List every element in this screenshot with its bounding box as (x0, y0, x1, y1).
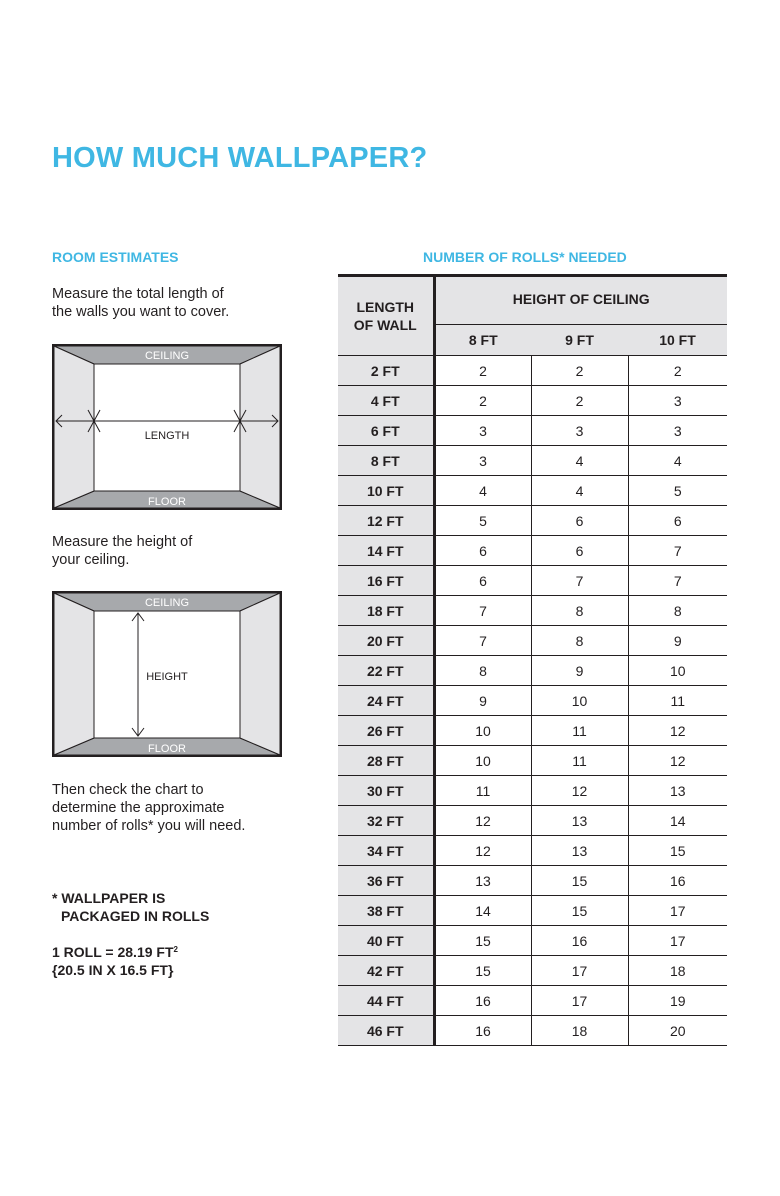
wall-length-cell: 42 FT (338, 956, 434, 986)
rolls-cell: 12 (434, 806, 531, 836)
step2-text (52, 533, 312, 569)
rolls-cell: 15 (531, 866, 628, 896)
rolls-cell: 6 (434, 566, 531, 596)
wall-length-cell: 44 FT (338, 986, 434, 1016)
table-row (338, 356, 727, 386)
wall-length-cell: 14 FT (338, 536, 434, 566)
table-row (338, 686, 727, 716)
rolls-cell: 4 (628, 446, 727, 476)
diagram2-height-label: HEIGHT (146, 671, 188, 683)
rolls-cell: 11 (434, 776, 531, 806)
table-row (338, 626, 727, 656)
rolls-cell: 7 (531, 566, 628, 596)
rolls-cell: 16 (531, 926, 628, 956)
wall-length-cell: 20 FT (338, 626, 434, 656)
length-diagram (52, 344, 282, 510)
page-title: HOW MUCH WALLPAPER? (52, 142, 428, 174)
squared-superscript: 2 (173, 945, 178, 954)
rolls-cell: 4 (531, 476, 628, 506)
rolls-cell: 13 (531, 836, 628, 866)
table-row (338, 776, 727, 806)
note-line2: PACKAGED IN ROLLS (61, 908, 210, 924)
height-diagram (52, 591, 282, 757)
wall-length-cell: 36 FT (338, 866, 434, 896)
wall-length-cell: 32 FT (338, 806, 434, 836)
table-row (338, 716, 727, 746)
wall-length-cell: 2 FT (338, 356, 434, 386)
step1-text (52, 285, 312, 321)
rolls-cell: 7 (628, 566, 727, 596)
rolls-cell: 6 (628, 506, 727, 536)
table-row (338, 446, 727, 476)
rolls-cell: 15 (628, 836, 727, 866)
rolls-cell: 6 (434, 536, 531, 566)
rolls-cell: 3 (434, 416, 531, 446)
table-row (338, 866, 727, 896)
step3-line3: number of rolls* you will need. (52, 818, 246, 834)
wall-length-cell: 22 FT (338, 656, 434, 686)
rolls-cell: 13 (628, 776, 727, 806)
wall-length-cell: 38 FT (338, 896, 434, 926)
rolls-cell: 13 (434, 866, 531, 896)
rolls-table (338, 274, 727, 1046)
rolls-cell: 8 (434, 656, 531, 686)
wall-length-cell: 24 FT (338, 686, 434, 716)
diagram1-floor-label: FLOOR (148, 496, 186, 508)
table-row (338, 596, 727, 626)
rolls-cell: 11 (628, 686, 727, 716)
rolls-cell: 2 (531, 356, 628, 386)
rolls-cell: 16 (434, 1016, 531, 1046)
rolls-cell: 10 (531, 686, 628, 716)
wall-length-cell: 8 FT (338, 446, 434, 476)
height-8ft-header: 8 FT (434, 325, 531, 356)
rolls-cell: 10 (434, 716, 531, 746)
table-row (338, 746, 727, 776)
rolls-cell: 3 (434, 446, 531, 476)
table-row (338, 956, 727, 986)
rolls-cell: 8 (531, 626, 628, 656)
wall-length-cell: 30 FT (338, 776, 434, 806)
rolls-cell: 12 (628, 716, 727, 746)
diagram1-ceiling-label: CEILING (144, 350, 190, 362)
rolls-cell: 16 (628, 866, 727, 896)
wall-length-cell: 34 FT (338, 836, 434, 866)
roll-size-note (52, 943, 312, 979)
roll-line2: {20.5 IN X 16.5 FT} (52, 962, 174, 978)
wall-length-cell: 4 FT (338, 386, 434, 416)
rolls-cell: 3 (628, 386, 727, 416)
table-row (338, 566, 727, 596)
table-row (338, 386, 727, 416)
rolls-cell: 5 (434, 506, 531, 536)
rolls-cell: 16 (434, 986, 531, 1016)
table-row (338, 986, 727, 1016)
rolls-cell: 9 (531, 656, 628, 686)
table-row (338, 476, 727, 506)
room-estimates-heading: ROOM ESTIMATES (52, 249, 179, 265)
rolls-cell: 2 (531, 386, 628, 416)
rolls-cell: 8 (531, 596, 628, 626)
rolls-cell: 13 (531, 806, 628, 836)
table-row (338, 806, 727, 836)
rolls-cell: 5 (628, 476, 727, 506)
rolls-cell: 12 (628, 746, 727, 776)
rolls-needed-heading: NUMBER OF ROLLS* NEEDED (423, 249, 627, 265)
rolls-cell: 11 (531, 716, 628, 746)
step2-line2: your ceiling. (52, 552, 130, 568)
wall-length-cell: 40 FT (338, 926, 434, 956)
diagram2-ceiling-label: CEILING (144, 597, 190, 609)
wall-length-cell: 16 FT (338, 566, 434, 596)
rolls-cell: 20 (628, 1016, 727, 1046)
length-of-wall-header: LENGTH OF WALL (338, 276, 434, 356)
rolls-cell: 10 (434, 746, 531, 776)
rolls-cell: 15 (434, 956, 531, 986)
rolls-cell: 3 (628, 416, 727, 446)
rolls-cell: 12 (434, 836, 531, 866)
rolls-cell: 4 (531, 446, 628, 476)
table-row (338, 506, 727, 536)
height-10ft-header: 10 FT (628, 325, 727, 356)
table-row (338, 896, 727, 926)
rolls-cell: 9 (628, 626, 727, 656)
wall-length-cell: 28 FT (338, 746, 434, 776)
rolls-cell: 6 (531, 506, 628, 536)
wall-length-cell: 18 FT (338, 596, 434, 626)
rolls-cell: 6 (531, 536, 628, 566)
table-row (338, 926, 727, 956)
step2-line1: Measure the height of (52, 534, 193, 550)
table-row (338, 416, 727, 446)
rolls-cell: 2 (434, 386, 531, 416)
rolls-cell: 9 (434, 686, 531, 716)
diagram1-length-label: LENGTH (144, 430, 190, 442)
wall-length-cell: 26 FT (338, 716, 434, 746)
wall-length-cell: 12 FT (338, 506, 434, 536)
rolls-cell: 7 (434, 626, 531, 656)
rolls-cell: 19 (628, 986, 727, 1016)
rolls-cell: 4 (434, 476, 531, 506)
step3-line1: Then check the chart to (52, 782, 204, 798)
rolls-cell: 3 (531, 416, 628, 446)
rolls-cell: 15 (531, 896, 628, 926)
step1-line2: the walls you want to cover. (52, 304, 230, 320)
rolls-cell: 7 (434, 596, 531, 626)
rolls-cell: 15 (434, 926, 531, 956)
rolls-cell: 12 (531, 776, 628, 806)
rolls-cell: 18 (531, 1016, 628, 1046)
step1-line1: Measure the total length of (52, 286, 224, 302)
rolls-cell: 10 (628, 656, 727, 686)
table-row (338, 1016, 727, 1046)
height-9ft-header: 9 FT (531, 325, 628, 356)
note-line1: * WALLPAPER IS (52, 890, 166, 906)
rolls-cell: 11 (531, 746, 628, 776)
step3-line2: determine the approximate (52, 800, 225, 816)
rolls-cell: 7 (628, 536, 727, 566)
rolls-cell: 17 (531, 956, 628, 986)
rolls-cell: 8 (628, 596, 727, 626)
roll-line1: 1 ROLL = 28.19 $FT^2$ (52, 944, 178, 960)
rolls-cell: 17 (531, 986, 628, 1016)
rolls-cell: 2 (434, 356, 531, 386)
packaging-note (52, 889, 312, 925)
rolls-cell: 2 (628, 356, 727, 386)
step3-text (52, 781, 312, 835)
wall-length-cell: 10 FT (338, 476, 434, 506)
rolls-cell: 14 (434, 896, 531, 926)
rolls-cell: 18 (628, 956, 727, 986)
table-row (338, 656, 727, 686)
table-row (338, 836, 727, 866)
rolls-cell: 17 (628, 926, 727, 956)
rolls-cell: 14 (628, 806, 727, 836)
wall-length-cell: 6 FT (338, 416, 434, 446)
height-of-ceiling-header: HEIGHT OF CEILING (434, 276, 727, 325)
diagram2-floor-label: FLOOR (148, 743, 186, 755)
wall-length-cell: 46 FT (338, 1016, 434, 1046)
rolls-cell: 17 (628, 896, 727, 926)
table-row (338, 536, 727, 566)
